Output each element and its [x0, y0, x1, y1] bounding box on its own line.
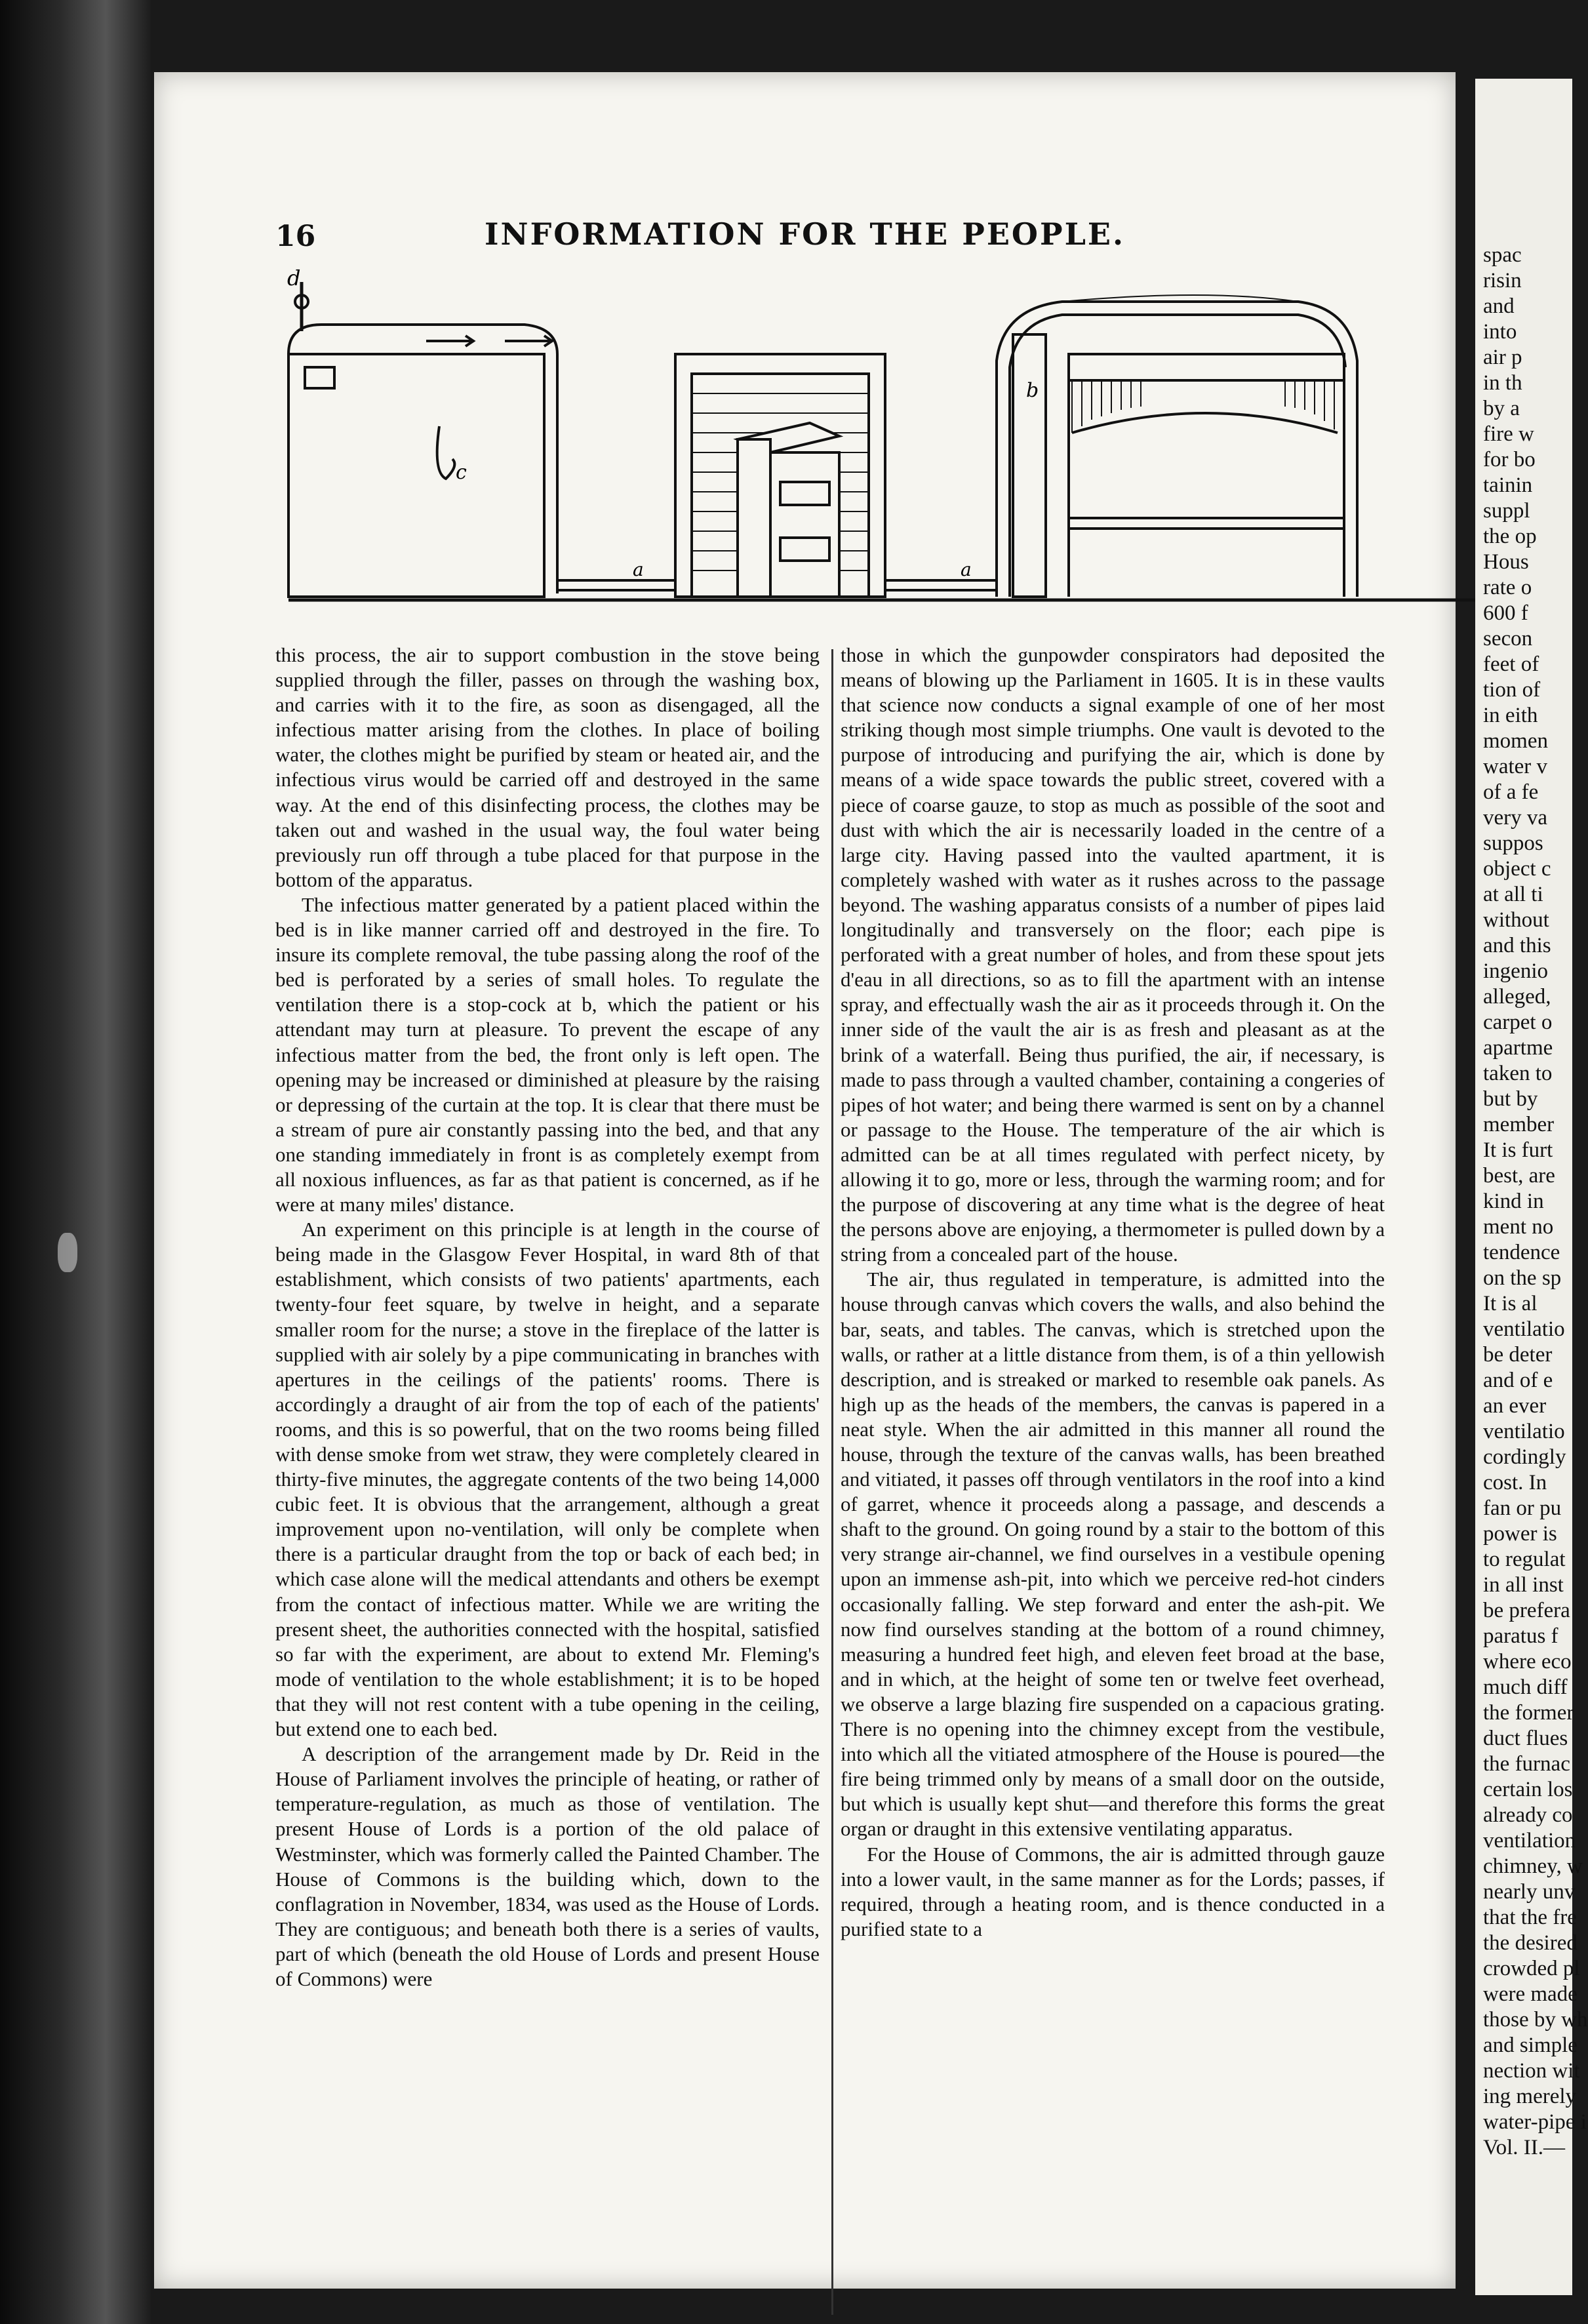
- running-head: INFORMATION FOR THE PEOPLE.: [485, 216, 1125, 252]
- stove: [738, 423, 839, 597]
- facing-page-line: water v: [1483, 755, 1548, 778]
- facing-page-line: without: [1483, 908, 1549, 932]
- label-d: d: [287, 266, 301, 290]
- washing-box-body: [288, 354, 544, 597]
- facing-page-line: best, are: [1483, 1164, 1555, 1188]
- facing-page-line: and simple: [1483, 2034, 1578, 2057]
- facing-page-line: carpet o: [1483, 1011, 1553, 1034]
- right-column: [841, 643, 1385, 1942]
- facing-page-line: rate o: [1483, 576, 1532, 599]
- facing-page-line: suppos: [1483, 831, 1543, 855]
- facing-page-line: tainin: [1483, 473, 1533, 497]
- facing-page-line: duct flues: [1483, 1727, 1568, 1750]
- facing-page-line: paratus f: [1483, 1624, 1558, 1648]
- facing-page-line: tendence: [1483, 1241, 1560, 1264]
- facing-page-line: ventilation: [1483, 1829, 1576, 1853]
- facing-page: [1475, 79, 1588, 2295]
- bed-frame-rail: [1069, 518, 1344, 529]
- book-page: [154, 72, 1456, 2289]
- label-c: c: [456, 461, 467, 484]
- bed-curtain-fringe: [1072, 380, 1334, 433]
- stop-cock-plate: [305, 367, 334, 388]
- bed-inner-roof: [1010, 315, 1345, 597]
- label-a-left: a: [633, 559, 644, 580]
- facing-page-line: in th: [1483, 371, 1522, 395]
- facing-page-line: secon: [1483, 627, 1533, 651]
- label-a-right: a: [961, 559, 972, 580]
- facing-page-line: apartme: [1483, 1036, 1553, 1060]
- connecting-tube-right: [885, 580, 997, 590]
- facing-page-line: momen: [1483, 729, 1548, 753]
- facing-page-line: were made: [1483, 1982, 1578, 2006]
- facing-page-line: 600 f: [1483, 601, 1528, 625]
- paragraph: The air, thus regulated in temperature, is admitted into the house through canvas which covers the walls, and also behind the bar, seats, and tables. The canvas, which is stretched upon the walls, or rather at a little distance from them, is of a thin yellowish description, and is streaked or marked to resemble oak panels. As high up as the heads of the members, the canvas is papered in a neat style. When the air admitted in this manner all round the house, through the texture of the canvas walls, has been breathed and vitiated, it passes off through ventilators in the roof into a kind of garret, whence it proceeds along a passage, and descends a shaft to the ground. On going round by a stair to the bottom of this very strange air-channel, we find ourselves in a vestibule opening upon an immense ash-pit, into which we perceive red-hot cinders occasionally falling. We step forward and enter the ash-pit. We now find ourselves standing at the bottom of a round chimney, measuring a hundred feet high, and eleven feet broad at the base, and in which, at the height of some ten or twelve feet overhead, we observe a large blazing fire suspended on a capacious grating. There is no opening into the chimney except from the vestibule, into which all the vitiated atmosphere of the House is poured—the fire being trimmed only by means of a small door on the outside, but which is usually kept shut—and therefore this forms the great organ or draught in this extensive ventilating apparatus.: [841, 1268, 1385, 1841]
- facing-page-line: taken to: [1483, 1062, 1553, 1085]
- facing-page-line: be prefera: [1483, 1599, 1570, 1622]
- facing-page-line: of a fe: [1483, 780, 1539, 804]
- facing-page-line: be deter: [1483, 1343, 1553, 1367]
- facing-page-line: very va: [1483, 806, 1548, 830]
- facing-page-line: the op: [1483, 525, 1537, 548]
- flow-arrow-2: [505, 336, 552, 346]
- facing-page-line: fan or pu: [1483, 1496, 1562, 1520]
- facing-page-line: ventilatio: [1483, 1317, 1565, 1341]
- facing-page-line: by a: [1483, 397, 1520, 420]
- facing-page-line: It is furt: [1483, 1138, 1553, 1162]
- facing-page-line: ingenio: [1483, 959, 1548, 983]
- facing-page-line: air p: [1483, 346, 1522, 369]
- facing-page-line: on the sp: [1483, 1266, 1562, 1290]
- facing-page-line: chimney, w: [1483, 1854, 1583, 1878]
- paragraph: this process, the air to support combustion in the stove being supplied through the filler, passes on through the washing box, and carries with it to the fire, as soon as disengaged, all the infectious matter arising from the clothes. In place of boiling water, the clothes might be purified by steam or heated air, and the infectious virus would be carried off and destroyed in the same way. At the end of this disinfecting process, the clothes may be taken out and washed in the usual way, the foul water being previously run off through a tube placed for that purpose in the bottom of the apparatus.: [275, 643, 820, 891]
- facing-page-line: ventilatio: [1483, 1420, 1565, 1443]
- facing-page-line: power is: [1483, 1522, 1557, 1546]
- facing-page-line: the desired: [1483, 1931, 1578, 1955]
- facing-page-line: nearly unv: [1483, 1880, 1576, 1904]
- ventilation-apparatus-diagram: [275, 262, 1554, 616]
- facing-page-line: cordingly: [1483, 1445, 1566, 1469]
- bed-canopy: [997, 302, 1357, 597]
- facing-page-line: at all ti: [1483, 883, 1543, 906]
- facing-page-line: fire w: [1483, 422, 1534, 446]
- washing-box: [288, 282, 557, 597]
- facing-page-line: in eith: [1483, 704, 1538, 727]
- bed-side-door: [1013, 334, 1046, 597]
- bed-curtain-edge: [1072, 413, 1338, 433]
- connecting-tube-left: [557, 580, 675, 590]
- book-spine: [0, 0, 151, 2324]
- facing-page-text: [1475, 243, 1588, 2161]
- washing-box-lid: [288, 325, 557, 354]
- ventilation-illustration: [275, 262, 1554, 616]
- facing-page-line: cost. In: [1483, 1471, 1547, 1494]
- facing-page-line: where eco: [1483, 1650, 1572, 1673]
- facing-page-line: the former: [1483, 1701, 1574, 1725]
- facing-page-line: those by wh: [1483, 2008, 1588, 2032]
- paragraph: The infectious matter generated by a patient placed within the bed is in like manner carried off and destroyed in the fire. To insure its complete removal, the tube passing along the roof of the bed is perforated by a series of small holes. To regulate the ventilation there is a stop-cock at b, which the patient or his attendant may turn at pleasure. To prevent the escape of any infectious matter from the bed, the front only is left open. The opening may be increased or diminished at pleasure by the raising or depressing of the curtain at the top. It is clear that there must be a stream of pure air constantly passing into the bed, and that any one standing immediately in front is as completely exempt from all noxious influences, as far as that patient is concerned, as if he were at many miles' distance.: [275, 892, 820, 1216]
- facing-page-line: but by: [1483, 1087, 1538, 1111]
- facing-page-line: It is al: [1483, 1292, 1538, 1315]
- facing-page-line: crowded pl: [1483, 1957, 1580, 1980]
- bed-curtain-rail: [1069, 354, 1344, 380]
- facing-page-line: much diff: [1483, 1675, 1568, 1699]
- spine-smudge: [58, 1233, 77, 1272]
- facing-page-line: alleged,: [1483, 985, 1551, 1009]
- facing-page-line: and this: [1483, 934, 1551, 957]
- column-rule: [831, 649, 833, 2315]
- facing-page-line: to regulat: [1483, 1548, 1566, 1571]
- facing-page-line: in all inst: [1483, 1573, 1564, 1597]
- mark-c-glyph: [437, 426, 455, 479]
- page-number: 16: [275, 220, 316, 253]
- facing-page-line: Hous: [1483, 550, 1529, 574]
- facing-page-line: the furnac: [1483, 1752, 1570, 1776]
- facing-page-line: spac: [1483, 243, 1522, 267]
- facing-page-line: risin: [1483, 269, 1522, 292]
- facing-page-line: for bo: [1483, 448, 1536, 471]
- facing-page-line: certain los: [1483, 1778, 1573, 1801]
- facing-page-line: already co: [1483, 1803, 1573, 1827]
- facing-page-line: and: [1483, 294, 1515, 318]
- paragraph: those in which the gunpowder conspirators had deposited the means of blowing up the Parliament in 1605. It is in these vaults that science now conducts a signal example of one of her most striking though most simple triumphs. One vault is devoted to the purpose of introducing and purifying the air, which is done by means of a wide space towards the public street, covered with a piece of coarse gauze, to stop as much as possible of the soot and dust with which the air is necessarily loaded in the centre of a large city. Having passed into the vaulted apartment, it is completely washed with water as it rushes across to the passage beyond. The washing apparatus consists of a number of pipes laid longitudinally and transversely on the floor; each pipe is perforated with a great number of holes, and from these spout jets d'eau in all directions, so as to fill the apartment with an intense spray, and effectually wash the air as it proceeds through it. On the inner side of the vault the air is as fresh and pleasant as at the brink of a waterfall. Being thus purified, the air, if necessary, is made to pass through a vaulted chamber, containing a congeries of pipes of hot water; and being there warmed is sent on by a channel or passage to the House. The temperature of the air which is admitted can be at all times regulated with perfect nicety, by allowing it to go, more or less, through the warming room; and for the purpose of discovering at any time what is the degree of heat the persons above are enjoying, a thermometer is pulled down by a string from a concealed part of the house.: [841, 643, 1385, 1266]
- facing-page-line: that the fre: [1483, 1906, 1577, 1929]
- facing-page-line: ment no: [1483, 1215, 1554, 1239]
- left-column: [275, 643, 820, 1992]
- facing-page-line: feet of: [1483, 652, 1539, 676]
- paragraph: A description of the arrangement made by Dr. Reid in the House of Parliament involves the principle of heating, or rather of temperature-regulation, as much as those of ventilation. The present House of Lords is a portion of the old palace of Westminster, which was formerly called the Painted Chamber. The House of Commons is the building which, down to the conflagration in November, 1834, was used as the House of Lords. They are contiguous; and beneath both there is a series of vaults, part of which (beneath the old House of Lords and present House of Commons) were: [275, 1742, 820, 1990]
- facing-page-line: kind in: [1483, 1190, 1544, 1213]
- fireplace: [675, 354, 885, 597]
- ventilated-bed: [997, 295, 1357, 597]
- facing-page-line: Vol. II.—: [1483, 2136, 1565, 2159]
- label-b-right: b: [1026, 379, 1039, 402]
- facing-page-line: suppl: [1483, 499, 1530, 523]
- paragraph: An experiment on this principle is at length in the course of being made in the Glasgow Fever Hospital, in ward 8th of that establishment, which consists of two patients' apartments, each twenty-four feet square, by twelve in height, and a separate smaller room for the nurse; a stove in the fireplace of the latter is supplied with air solely by a pipe communicating in branches with apertures in the ceilings of the patients' rooms. There is accordingly a draught of air from the top of each of the patients' rooms, and this is so powerful, that on the two rooms being filled with dense smoke from wet straw, they were completely cleared in thirty-five minutes, the aggregate contents of the two being 14,000 cubic feet. It is obvious that the arrangement, although a great improvement upon no-ventilation, will only be complete when there is a particular draught from the top or back of each bed; in which case alone will the medical attendants and others be exempt from the contact of infectious matter. While we are writing the present sheet, the authorities connected with the hospital, satisfied so far with the experiment, are about to extend Mr. Fleming's mode of ventilation to the whole establishment; it is to be hoped that they will not rest content with a tube opening in the ceiling, but extend one to each bed.: [275, 1218, 820, 1741]
- facing-page-line: water-pipe i: [1483, 2110, 1587, 2134]
- facing-page-line: and of e: [1483, 1369, 1553, 1392]
- paragraph: For the House of Commons, the air is admitted through gauze into a lower vault, in the same manner as for the Lords; passes, if required, through a heating room, and is thence conducted in a purified state to a: [841, 1842, 1385, 1940]
- facing-page-line: nection wit: [1483, 2059, 1580, 2083]
- facing-page-line: into: [1483, 320, 1517, 344]
- flow-arrow-1: [426, 336, 473, 346]
- facing-page-line: tion of: [1483, 678, 1541, 702]
- facing-page-line: member: [1483, 1113, 1555, 1136]
- facing-page-line: an ever: [1483, 1394, 1547, 1418]
- facing-page-line: object c: [1483, 857, 1551, 881]
- facing-page-line: ing merely: [1483, 2085, 1577, 2108]
